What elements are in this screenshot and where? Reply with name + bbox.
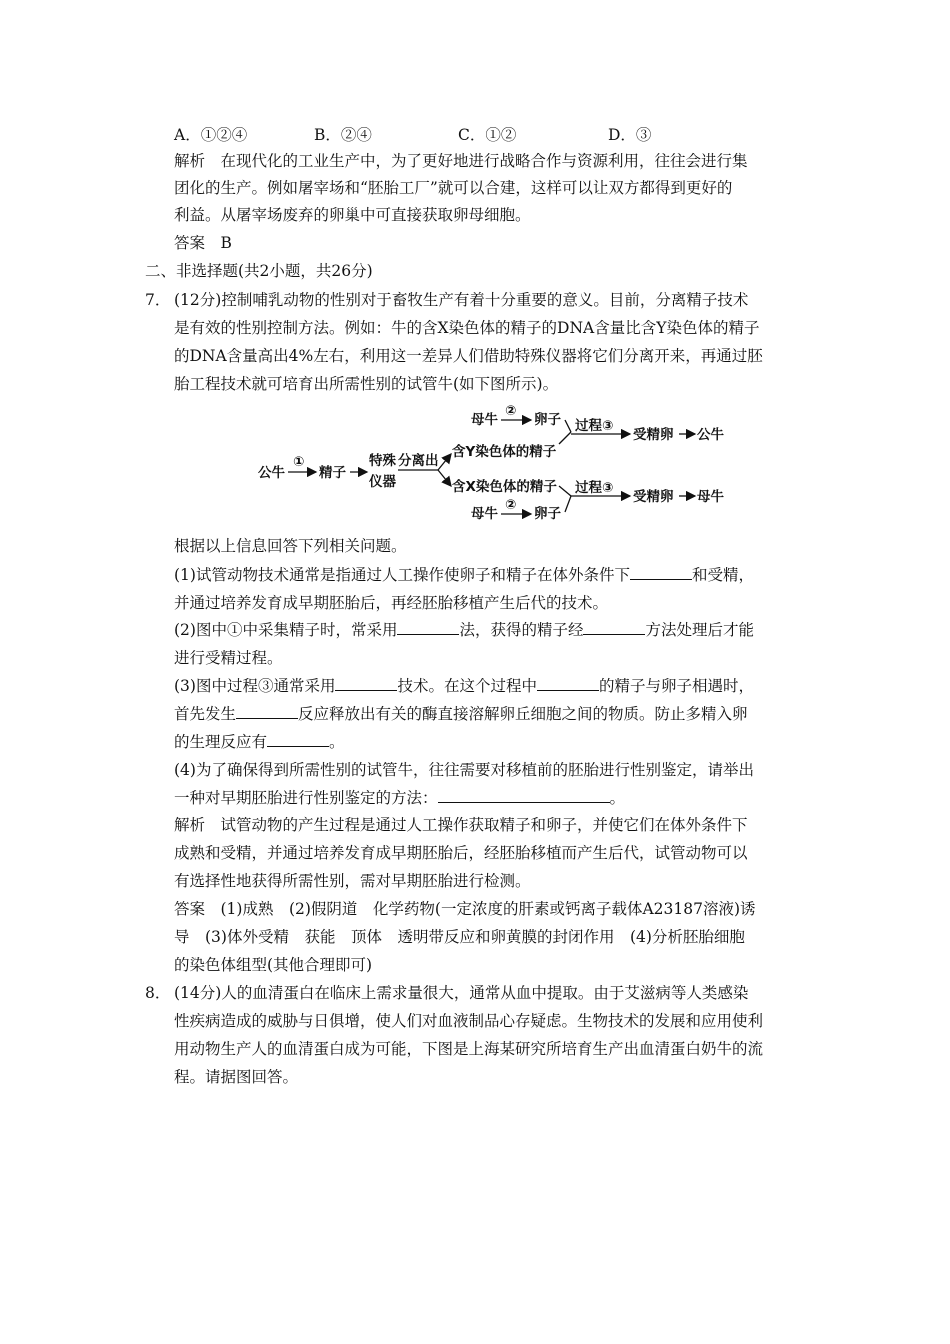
arrow-to-y <box>438 454 451 470</box>
q7-stem-line: (12分)控制哺乳动物的性别对于畜牧生产有着十分重要的意义。目前，分离精子技术 <box>174 291 749 309</box>
q7-stem-line: 胎工程技术就可培育出所需性别的试管牛(如下图所示)。 <box>174 375 559 393</box>
q7-part2: (2)图中①中采集精子时，常采用 法，获得的精子经 方法处理后才能 <box>174 621 754 639</box>
q8-number: 8． <box>145 984 171 1002</box>
diagram-bull: 公牛 <box>258 465 285 481</box>
q8-stem-line: 程。请据图回答。 <box>174 1068 299 1086</box>
diagram-step2-top: ② <box>505 403 517 419</box>
q6-analysis-line: 利益。从屠宰场废弃的卵巢中可直接获取卵母细胞。 <box>174 206 531 224</box>
q8-stem-line: 性疾病造成的威胁与日俱增，使人们对血液制品心存疑虑。生物技术的发展和应用使利 <box>174 1012 764 1030</box>
diagram-sperm: 精子 <box>319 465 346 481</box>
diagram-device-line1: 特殊 <box>369 453 396 469</box>
diagram-zygote-top: 受精卵 <box>633 427 674 443</box>
answer-blank[interactable] <box>335 676 397 691</box>
merge-bottom-a <box>559 486 571 496</box>
q7-part1-cont: 并通过培养发育成早期胚胎后，再经胚胎移植产生后代的技术。 <box>174 594 609 612</box>
diagram-x-sperm: 含X染色体的精子 <box>452 479 557 495</box>
diagram-step2-bottom: ② <box>505 497 517 513</box>
merge-bottom-b <box>565 496 571 512</box>
q6-analysis-line: 解析 在现代化的工业生产中，为了更好地进行战略合作与资源利用，往往会进行集 <box>174 152 748 170</box>
q7-analysis-line: 成熟和受精，并通过培养发育成早期胚胎后，经胚胎移植而产生后代，试管动物可以 <box>174 844 748 862</box>
diagram-process3-bottom: 过程③ <box>575 480 614 496</box>
q7-analysis-line: 解析 试管动物的产生过程是通过人工操作获取精子和卵子，并使它们在体外条件下 <box>174 816 748 834</box>
q7-part4-cont: 一种对早期胚胎进行性别鉴定的方法： 。 <box>174 789 626 807</box>
answer-blank[interactable] <box>537 676 599 691</box>
sperm-sorting-diagram <box>255 400 735 530</box>
q7-stem-line: 是有效的性别控制方法。例如：牛的含X染色体的精子的DNA含量比含Y染色体的精子 <box>174 319 760 337</box>
diagram-process3-top: 过程③ <box>575 418 614 434</box>
answer-blank[interactable] <box>267 732 329 747</box>
diagram-step1: ① <box>293 454 305 470</box>
diagram-female-out: 母牛 <box>697 489 724 505</box>
diagram-cow-top: 母牛 <box>471 412 498 428</box>
diagram-device-line2: 仪器 <box>369 474 396 490</box>
section-title: 二、非选择题(共2小题，共26分) <box>145 262 373 280</box>
diagram-male-out: 公牛 <box>697 427 724 443</box>
q7-answer-line: 答案 (1)成熟 (2)假阴道 化学药物(一定浓度的肝素或钙离子载体A23187溶液)诱 <box>174 900 756 918</box>
merge-top-b <box>559 432 571 444</box>
q7-part3-cont: 首先发生 反应释放出有关的酶直接溶解卵丘细胞之间的物质。防止多精入卵 <box>174 705 748 723</box>
q7-part1: (1)试管动物技术通常是指通过人工操作使卵子和精子在体外条件下 和受精， <box>174 566 754 584</box>
merge-top-a <box>565 420 571 432</box>
q8-stem-line: (14分)人的血清蛋白在临床上需求量很大，通常从血中提取。由于艾滋病等人类感染 <box>174 984 749 1002</box>
arrow-to-x <box>438 470 451 486</box>
option-a: A．①②④ <box>174 126 248 144</box>
answer-blank[interactable] <box>236 704 298 719</box>
option-d: D．③ <box>608 126 652 144</box>
diagram-egg-bottom: 卵子 <box>534 506 561 522</box>
answer-blank[interactable] <box>397 620 459 635</box>
diagram-zygote-bottom: 受精卵 <box>633 489 674 505</box>
q7-answer-line: 导 (3)体外受精 获能 顶体 透明带反应和卵黄膜的封闭作用 (4)分析胚胎细胞 <box>174 928 745 946</box>
option-c: C．①② <box>458 126 517 144</box>
answer-blank[interactable] <box>583 620 645 635</box>
q7-stem-line: 的DNA含量高出4%左右，利用这一差异人们借助特殊仪器将它们分离开来，再通过胚 <box>174 347 763 365</box>
diagram-y-sperm: 含Y染色体的精子 <box>452 444 557 460</box>
q8-stem-line: 用动物生产人的血清蛋白成为可能，下图是上海某研究所培育生产出血清蛋白奶牛的流 <box>174 1040 764 1058</box>
q6-analysis-line: 团化的生产。例如屠宰场和“胚胎工厂”就可以合建，这样可以让双方都得到更好的 <box>174 179 733 197</box>
q7-part4: (4)为了确保得到所需性别的试管牛，往往需要对移植前的胚胎进行性别鉴定，请举出 <box>174 761 754 779</box>
q7-part2-cont: 进行受精过程。 <box>174 649 283 667</box>
diagram-cow-bottom: 母牛 <box>471 506 498 522</box>
answer-blank[interactable] <box>630 565 692 580</box>
answer-blank[interactable] <box>438 788 610 803</box>
diagram-separate: 分离出 <box>398 453 439 469</box>
q7-part3: (3)图中过程③通常采用 技术。在这个过程中 的精子与卵子相遇时， <box>174 677 754 695</box>
q7-prompt: 根据以上信息回答下列相关问题。 <box>174 537 407 555</box>
option-b: B．②④ <box>314 126 372 144</box>
diagram-egg-top: 卵子 <box>534 412 561 428</box>
q7-part3-cont2: 的生理反应有 。 <box>174 733 345 751</box>
q7-number: 7． <box>145 291 171 309</box>
q7-analysis-line: 有选择性地获得所需性别，需对早期胚胎进行检测。 <box>174 872 531 890</box>
q6-answer: 答案 B <box>174 234 232 252</box>
q7-answer-line: 的染色体组型(其他合理即可) <box>174 956 373 974</box>
